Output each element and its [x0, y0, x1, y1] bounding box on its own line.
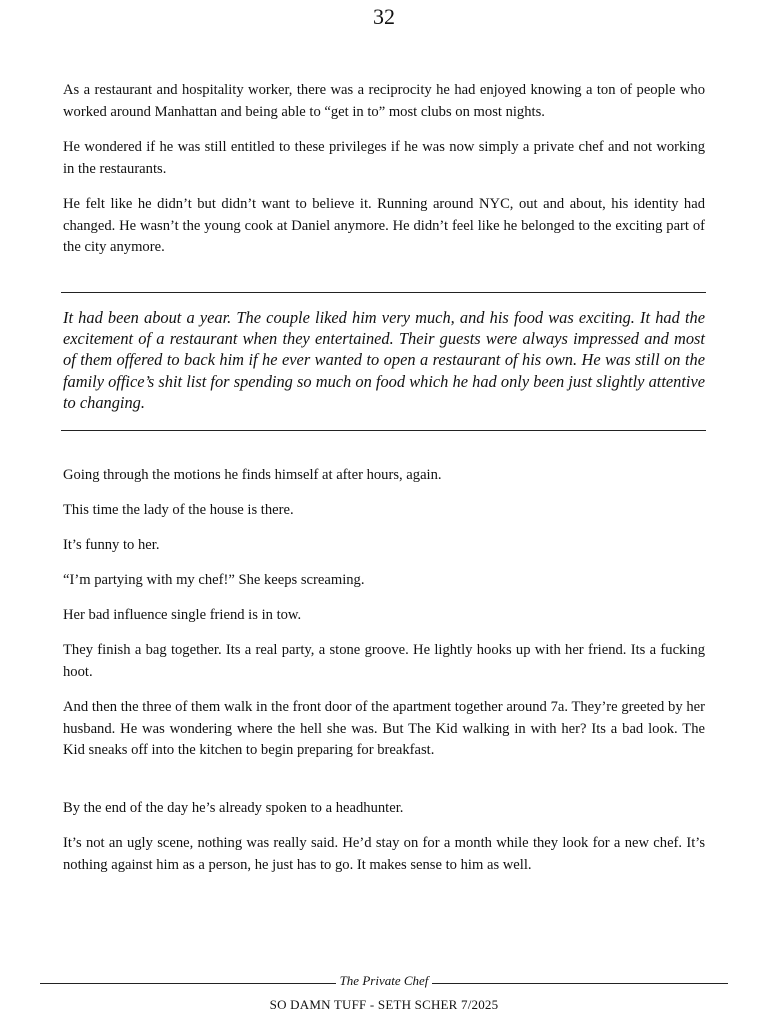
paragraph: It’s not an ugly scene, nothing was really said. He’d stay on for a month while they look for a new chef. It’s nothing against him as a person, he just has to go. It makes sense to him as well. [63, 835, 705, 873]
paragraph: He felt like he didn’t but didn’t want to believe it. Running around NYC, out and about, his identity had changed. He wasn’t the young cook at Daniel anymore. He didn’t feel like he belonged to the exciting part of the city anymore. [63, 196, 705, 255]
paragraph: Going through the motions he finds himself at after hours, again. [63, 467, 442, 483]
paragraph: He wondered if he was still entitled to these privileges if he was now simply a private chef and not working in the restaurants. [63, 139, 705, 177]
callout-text: It had been about a year. The couple liked him very much, and his food was exciting. It had the excitement of a restaurant when they entertained. Their guests were always impressed and most of them offered to back him if he ever wanted to open a restaurant of his own. He was still on the family office’s shit list for spending so much on food which he had only been just slightly attentive to changing. [63, 308, 705, 412]
paragraph: It’s funny to her. [63, 537, 160, 553]
footer-credit: SO DAMN TUFF - SETH SCHER 7/2025 [269, 997, 499, 1012]
paragraph: Her bad influence single friend is in tow. [63, 607, 302, 623]
callout-bottom-rule [61, 430, 706, 431]
paragraph: They finish a bag together. Its a real party, a stone groove. He lightly hooks up with her friend. Its a fucking hoot. [63, 642, 705, 680]
callout-top-rule [61, 292, 706, 293]
paragraph: By the end of the day he’s already spoken to a headhunter. [63, 800, 404, 816]
paragraph: “I’m partying with my chef!” She keeps screaming. [63, 572, 365, 588]
paragraph: And then the three of them walk in the front door of the apartment together around 7a. They’re greeted by her husband. He was wondering where the hell she was. But The Kid walking in with her? Its a bad look. The Kid sneaks off into the kitchen to begin preparing for breakfast. [63, 699, 705, 758]
page-number: 32 [373, 4, 395, 29]
footer-book-title: The Private Chef [0, 973, 768, 989]
paragraph: This time the lady of the house is there. [63, 502, 294, 518]
paragraph: As a restaurant and hospitality worker, there was a reciprocity he had enjoyed knowing a ton of people who worked around Manhattan and being able to “get in to” most clubs on most nights. [63, 82, 705, 120]
